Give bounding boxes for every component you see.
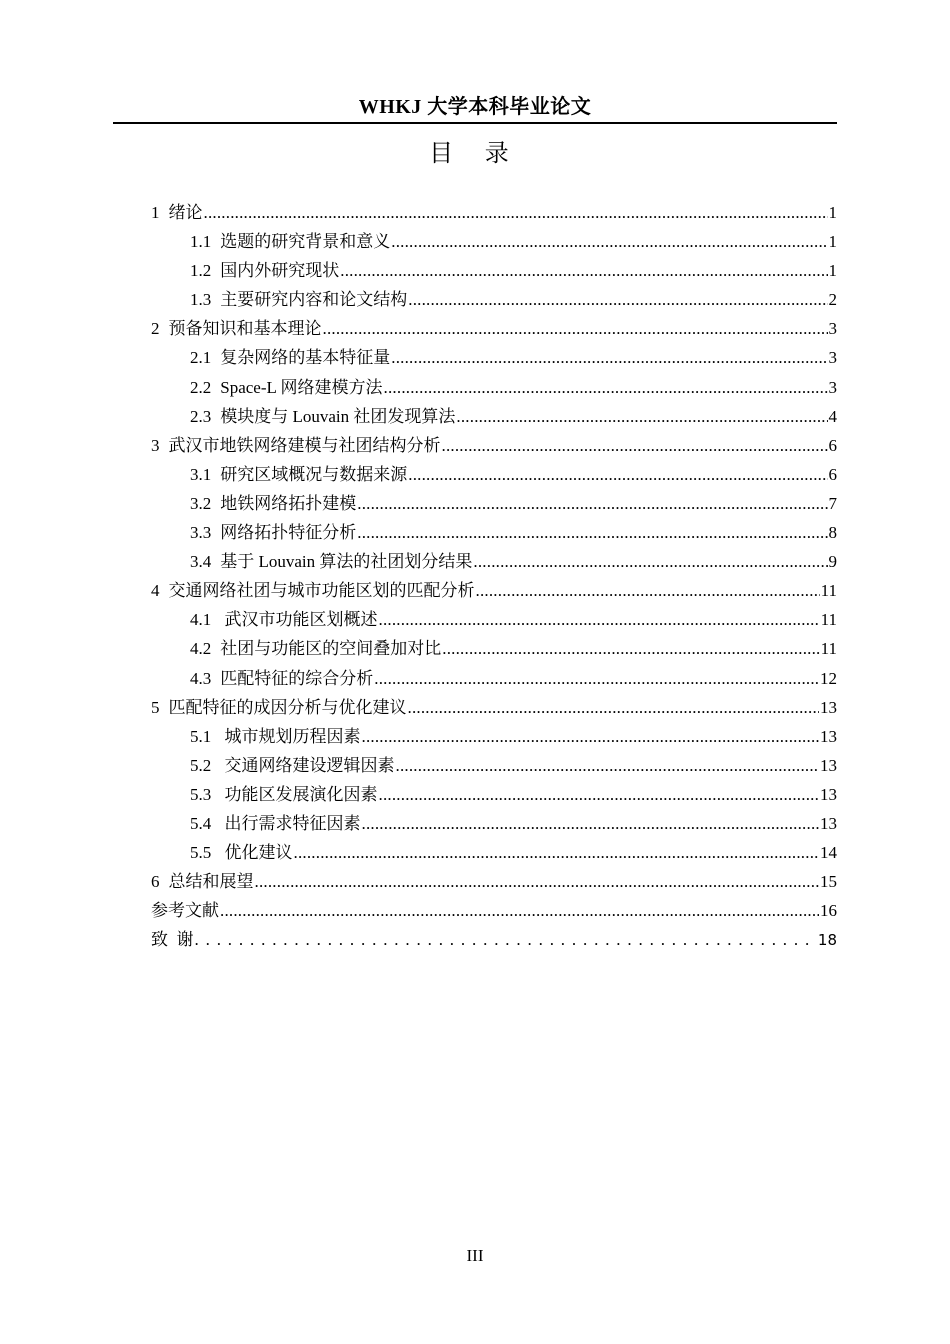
toc-entry-page: 1 <box>828 261 837 281</box>
page-header <box>113 92 837 124</box>
toc-entry-page: 12 <box>820 668 837 688</box>
toc-entry-number: 4 <box>151 581 160 601</box>
toc-title: 目 录 <box>429 139 521 167</box>
toc-entry[interactable] <box>151 664 837 693</box>
toc-leader-dots <box>357 489 827 518</box>
toc-entry-title: 武汉市功能区划概述 <box>220 610 378 630</box>
toc-entry[interactable] <box>151 605 837 634</box>
toc-entry[interactable] <box>151 576 837 605</box>
toc-entry-page: 11 <box>820 610 837 630</box>
toc-entry[interactable] <box>151 634 837 663</box>
toc-entry-title: 参考文献 <box>151 901 219 921</box>
toc-leader-dots <box>473 547 827 576</box>
toc-entry-page: 1 <box>828 203 837 222</box>
toc-entry[interactable] <box>151 489 837 518</box>
header-title: WHKJ 大学本科毕业论文 <box>358 96 592 118</box>
toc-entry-number: 5 <box>151 697 160 717</box>
toc-entry-number: 2 <box>151 319 160 339</box>
toc-leader-dots <box>408 460 827 489</box>
toc-entry-number: 5.1 <box>190 726 212 746</box>
toc-entry-title: 绪论 <box>168 203 203 222</box>
toc-entry[interactable] <box>151 460 837 489</box>
toc-entry-title: 复杂网络的基本特征量 <box>220 348 391 368</box>
toc-entry-page: 8 <box>828 523 837 543</box>
toc-entry-title: 网络拓扑特征分析 <box>220 523 357 543</box>
toc-entry-number: 4.3 <box>190 668 212 688</box>
toc-entry[interactable] <box>151 285 837 314</box>
toc-entry-page: 13 <box>820 784 837 804</box>
toc-entry-title: 选题的研究背景和意义 <box>220 232 391 252</box>
toc-entry[interactable] <box>151 314 837 343</box>
toc-entry-page: 15 <box>820 872 837 892</box>
toc-entry[interactable] <box>151 402 837 431</box>
toc-leader-dots <box>204 198 828 227</box>
toc-entry-page: 1 <box>828 232 837 252</box>
toc-entry-number: 1 <box>151 203 160 222</box>
toc-entry-title: 优化建议 <box>220 843 293 863</box>
toc-entry[interactable] <box>151 547 837 576</box>
toc-entry[interactable] <box>151 256 837 285</box>
toc-entry-page: 3 <box>828 319 837 339</box>
toc-entry-title: 交通网络社团与城市功能区划的匹配分析 <box>168 581 475 601</box>
toc-entry-number: 5.2 <box>190 755 212 775</box>
toc-entry-page: 7 <box>828 493 837 513</box>
toc-entry-title: 地铁网络拓扑建模 <box>220 493 357 513</box>
toc-entry-page: 2 <box>828 290 837 310</box>
toc-leader-dots <box>340 256 827 285</box>
toc-entry-page: 4 <box>828 406 837 426</box>
toc-entry-page: 6 <box>828 435 837 455</box>
toc-entry-number: 3.1 <box>190 464 212 484</box>
toc-entry[interactable] <box>151 838 837 867</box>
toc-entry-title: 国内外研究现状 <box>220 261 340 281</box>
toc-entry-page: 3 <box>828 348 837 368</box>
toc-leader-dots <box>408 693 820 722</box>
toc-entry[interactable] <box>151 722 837 751</box>
toc-leader-dots <box>442 634 819 663</box>
toc-entry-number: 3 <box>151 435 160 455</box>
table-of-contents <box>151 198 837 954</box>
toc-entry-title: 模块度与 Louvain 社团发现算法 <box>220 406 456 426</box>
toc-entry-number: 2.1 <box>190 348 212 368</box>
toc-entry-number: 4.2 <box>190 639 212 659</box>
toc-entry[interactable] <box>151 373 837 402</box>
toc-entry[interactable] <box>151 227 837 256</box>
toc-entry[interactable] <box>151 896 837 925</box>
toc-entry-number: 5.3 <box>190 784 212 804</box>
toc-entry-page: 3 <box>828 377 837 397</box>
toc-entry[interactable] <box>151 431 837 460</box>
toc-entry-number: 2.2 <box>190 377 212 397</box>
toc-entry-page: 18 <box>817 931 837 950</box>
toc-entry-title: 主要研究内容和论文结构 <box>220 290 408 310</box>
toc-entry[interactable] <box>151 809 837 838</box>
toc-leader-dots <box>323 314 828 343</box>
toc-entry-number: 1.3 <box>190 290 212 310</box>
toc-entry-page: 13 <box>820 813 837 833</box>
toc-entry-page: 11 <box>820 581 837 601</box>
toc-entry-number: 1.2 <box>190 261 212 281</box>
toc-leader-dots <box>442 431 828 460</box>
toc-entry-page: 11 <box>820 639 837 659</box>
toc-leader-dots <box>379 605 820 634</box>
toc-entry-title: 总结和展望 <box>168 872 254 892</box>
toc-entry-title: 匹配特征的综合分析 <box>220 668 374 688</box>
toc-entry-page: 13 <box>820 755 837 775</box>
toc-entry-title: 社团与功能区的空间叠加对比 <box>220 639 442 659</box>
toc-entry-page: 6 <box>828 464 837 484</box>
toc-entry-page: 16 <box>820 901 837 921</box>
toc-entry-title: Space-L 网络建模方法 <box>220 377 383 397</box>
toc-entry-title: 交通网络建设逻辑因素 <box>220 755 395 775</box>
toc-entry-number: 6 <box>151 872 160 892</box>
toc-entry[interactable] <box>151 751 837 780</box>
toc-entry-number: 1.1 <box>190 232 212 252</box>
toc-entry-title: 致 谢 <box>151 930 194 950</box>
toc-entry-number: 3.3 <box>190 523 212 543</box>
toc-entry[interactable] <box>151 198 837 227</box>
toc-entry-title: 基于 Louvain 算法的社团划分结果 <box>220 552 473 572</box>
toc-entry-page: 13 <box>820 697 837 717</box>
toc-entry-number: 5.5 <box>190 843 212 863</box>
toc-entry-number: 2.3 <box>190 406 212 426</box>
toc-entry-page: 13 <box>820 726 837 746</box>
toc-leader-dots <box>357 518 827 547</box>
toc-entry[interactable] <box>151 693 837 722</box>
toc-leader-dots <box>362 809 820 838</box>
toc-leader-dots <box>379 780 820 809</box>
toc-leader-dots <box>374 664 819 693</box>
toc-entry[interactable] <box>151 867 837 896</box>
toc-entry[interactable] <box>151 780 837 809</box>
toc-leader-dots <box>294 838 820 867</box>
toc-leader-dots <box>476 576 820 605</box>
toc-entry-title: 功能区发展演化因素 <box>220 784 378 804</box>
toc-leader-dots <box>384 373 828 402</box>
toc-entry[interactable] <box>151 925 837 954</box>
toc-entry-title: 出行需求特征因素 <box>220 813 361 833</box>
page-number: III <box>466 1246 484 1265</box>
toc-leader-dots <box>255 867 820 896</box>
toc-leader-dots <box>195 925 817 954</box>
toc-entry-number: 3.2 <box>190 493 212 513</box>
toc-entry-number: 3.4 <box>190 552 212 572</box>
toc-leader-dots <box>456 402 827 431</box>
toc-leader-dots <box>396 751 820 780</box>
toc-leader-dots <box>362 722 820 751</box>
toc-entry-title: 匹配特征的成因分析与优化建议 <box>168 697 407 717</box>
toc-entry-title: 城市规划历程因素 <box>220 726 361 746</box>
toc-leader-dots <box>391 227 827 256</box>
toc-entry-title: 武汉市地铁网络建模与社团结构分析 <box>168 435 441 455</box>
toc-entry[interactable] <box>151 518 837 547</box>
toc-entry-page: 9 <box>828 552 837 572</box>
toc-entry-number: 5.4 <box>190 813 212 833</box>
toc-leader-dots <box>408 285 827 314</box>
toc-leader-dots <box>220 896 819 925</box>
toc-leader-dots <box>391 343 827 372</box>
toc-entry-number: 4.1 <box>190 610 212 630</box>
toc-entry-title: 研究区域概况与数据来源 <box>220 464 408 484</box>
toc-entry[interactable] <box>151 343 837 372</box>
toc-entry-page: 14 <box>820 843 837 863</box>
toc-entry-title: 预备知识和基本理论 <box>168 319 322 339</box>
